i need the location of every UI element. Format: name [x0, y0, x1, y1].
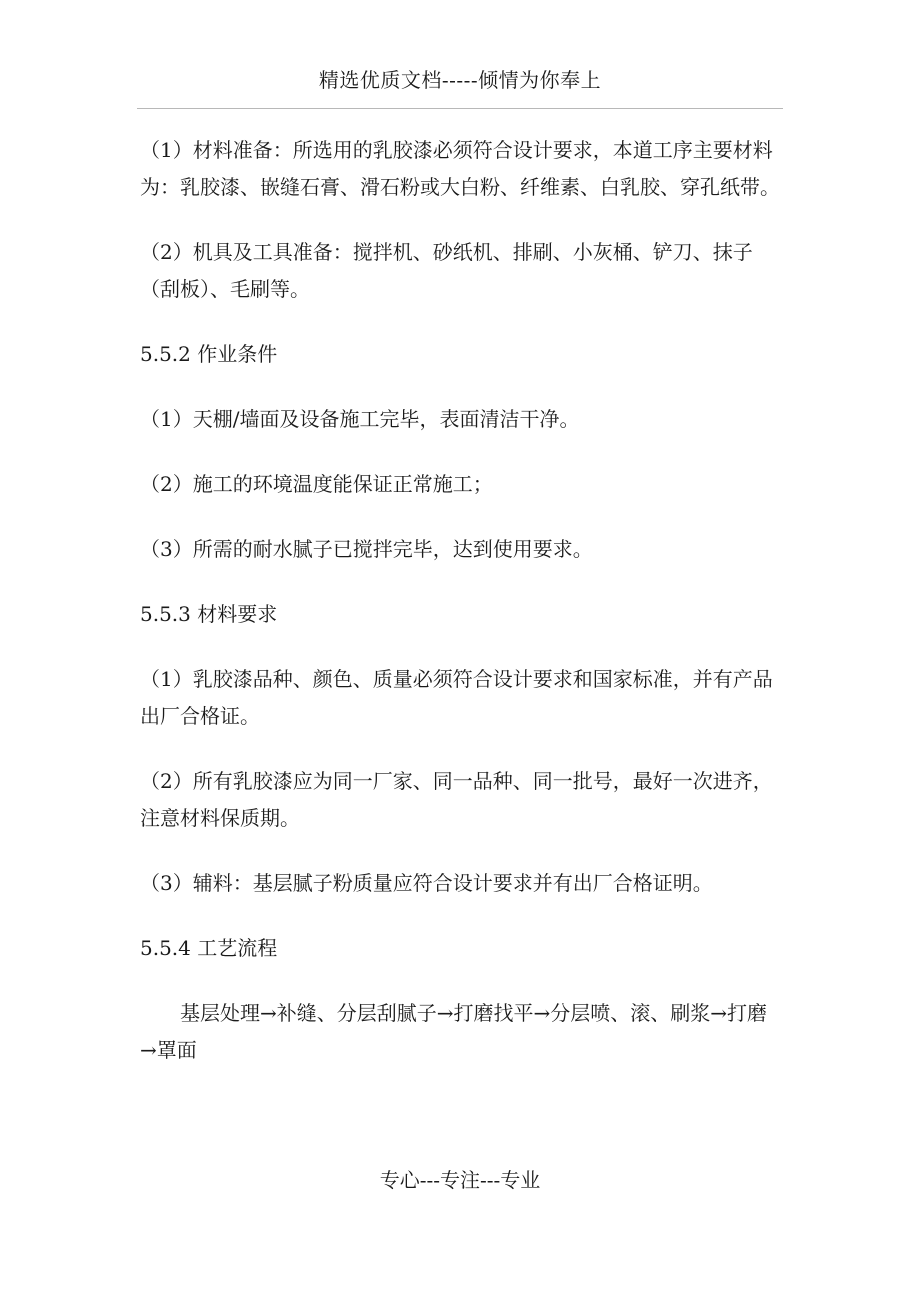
paragraph-condition-3: （3）所需的耐水腻子已搅拌完毕，达到使用要求。 [140, 537, 593, 561]
section-heading-process-flow: 5.5.4 工艺流程 [140, 936, 278, 960]
paragraph-process-flow: 基层处理→补缝、分层刮腻子→打磨找平→分层喷、滚、刷浆→打磨→罩面 [140, 1001, 768, 1062]
paragraph-requirement-3: （3）辅料：基层腻子粉质量应符合设计要求并有出厂合格证明。 [140, 871, 713, 895]
paragraph-tools-prep: （2）机具及工具准备：搅拌机、砂纸机、排刷、小灰桶、铲刀、抹子（刮板）、毛刷等。 [140, 240, 753, 301]
header-divider [137, 108, 783, 109]
document-body [140, 132, 782, 1097]
page-footer: 专心---专注---专业 [379, 1168, 541, 1192]
paragraph-requirement-2: （2）所有乳胶漆应为同一厂家、同一品种、同一批号，最好一次进齐，注意材料保质期。 [140, 769, 773, 830]
section-heading-material-requirements: 5.5.3 材料要求 [140, 602, 278, 626]
paragraph-condition-1: （1）天棚/墙面及设备施工完毕，表面清洁干净。 [140, 407, 580, 431]
paragraph-condition-2: （2）施工的环境温度能保证正常施工； [140, 472, 493, 496]
paragraph-materials-prep: （1）材料准备：所选用的乳胶漆必须符合设计要求，本道工序主要材料为：乳胶漆、嵌缝石膏、滑石粉或大白粉、纤维素、白乳胶、穿孔纸带。 [140, 138, 780, 199]
page-header-title: 精选优质文档-----倾情为你奉上 [318, 68, 602, 92]
paragraph-requirement-1: （1）乳胶漆品种、颜色、质量必须符合设计要求和国家标准，并有产品出厂合格证。 [140, 667, 773, 728]
section-heading-work-conditions: 5.5.2 作业条件 [140, 342, 278, 366]
